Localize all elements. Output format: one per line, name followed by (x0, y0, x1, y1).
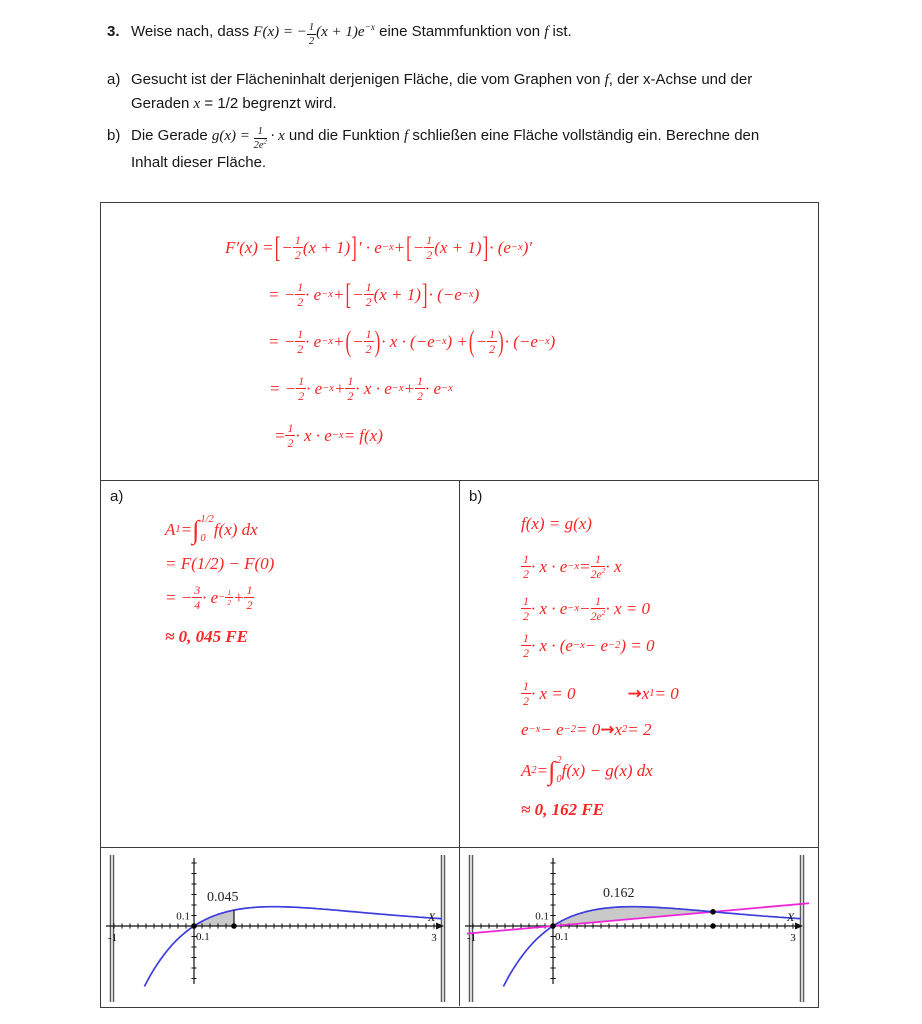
formula-line: 1 2 · x · e −x = 1 $2e^2$ · x (523, 552, 622, 582)
graph-b-panel (460, 848, 818, 1006)
solution-a-lines (165, 513, 459, 654)
solution-a-label: a) (110, 488, 124, 505)
svg-text:0.162: 0.162 (603, 886, 635, 901)
svg-text:X: X (428, 910, 436, 924)
svg-text:0.1: 0.1 (196, 931, 210, 943)
formula-line: Inhalt dieser Fläche. (131, 153, 267, 171)
solution-b-cell (460, 481, 818, 847)
svg-text:3: 3 (790, 932, 796, 944)
formula-line: A 2 = ∫ 2 0 f(x) − g(x) dx (521, 755, 653, 786)
solution-b-label: b) (469, 488, 483, 505)
svg-text:0.045: 0.045 (207, 890, 239, 905)
formula-line: 1 2 · x · (e −x − e −2 ) = 0 (523, 631, 655, 661)
svg-text:0.1: 0.1 (176, 910, 190, 923)
formula-line: Geraden x = 1/2 begrenzt wird. (131, 95, 337, 112)
svg-text:X: X (787, 910, 795, 924)
formula-line: F′(x) = [ − 1 2 (x + 1) ] ′ · e −x + [ − 1 2 (x + 1) ] · (e −x )′ (225, 230, 533, 264)
formula-line: Die Gerade g(x) = $\frac{1}{2e^2}$ · x und die Funktion f schließen eine Fläche vollständig ein. Berechne den (131, 126, 760, 151)
formula-line: = − 1 2 · e −x + 1 2 · x · e −x + 1 2 · e −x (269, 373, 453, 403)
problem-statement (107, 20, 831, 47)
graph-a-panel (101, 848, 460, 1006)
formula-line: = F(1/2) − F(0) (165, 554, 275, 573)
svg-text:-1: -1 (467, 932, 477, 944)
solution-a-cell (101, 481, 460, 847)
formula-line: Gesucht ist der Flächeninhalt derjenigen Fläche, die vom Graphen von f, der x-Achse und der (131, 71, 753, 88)
formula-line: ≈ 0, 045 FE (165, 627, 249, 646)
svg-text:-1: -1 (108, 932, 118, 944)
derivation-box (101, 203, 818, 481)
solution-table (100, 202, 819, 1008)
formula-line: A 1 = ∫ 1/2 0 f(x) dx (165, 513, 258, 545)
formula-line: ≈ 0, 162 FE (521, 799, 605, 819)
part-b-label: b) (107, 127, 121, 144)
svg-text:0.1: 0.1 (555, 931, 569, 943)
part-a-paragraph (107, 68, 831, 116)
formula-line: 1 2 · x = 0 → x 1 = 0 (523, 679, 679, 709)
graphs-row (101, 848, 818, 1006)
part-a-label: a) (107, 71, 121, 88)
formula-line: = − 1 2 · e −x + ( − 1 2 ) · x · (−e −x ) + ( − 1 2 ) · (−e −x ) (268, 324, 556, 358)
formula-line: e −x − e −2 = 0 → x 2 = 2 (521, 720, 652, 740)
formula-line: = 1 2 · x · e −x = f(x) (274, 420, 383, 450)
formula-line: 1 2 · x · e −x − 1 $2e^2$ · x = 0 (523, 594, 651, 624)
formula-line: = − 3 4 · e − $\frac{1}{2}$ + 1 2 (165, 583, 253, 613)
solution-b-lines (521, 509, 818, 825)
svg-text:0.1: 0.1 (535, 910, 549, 923)
solution-row (101, 481, 818, 848)
graph-a-plot (104, 852, 456, 1004)
graph-b-plot (463, 852, 815, 1004)
problem-statement-text: Weise nach, dass F(x) = − $\frac{1}{2}$ $(x + 1)e^{-x}$ eine Stammfunktion von f ist. (131, 22, 572, 47)
problem-number: 3. (107, 23, 120, 40)
part-a-text (131, 68, 831, 116)
formula-line: f(x) = g(x) (521, 514, 592, 533)
svg-text:3: 3 (431, 932, 437, 944)
derivation-lines (101, 224, 818, 459)
part-b-text (131, 124, 831, 175)
formula-line: = − 1 2 · e −x + [ − 1 2 (x + 1) ] · (−e −x ) (268, 277, 480, 311)
part-b-paragraph (107, 124, 831, 175)
